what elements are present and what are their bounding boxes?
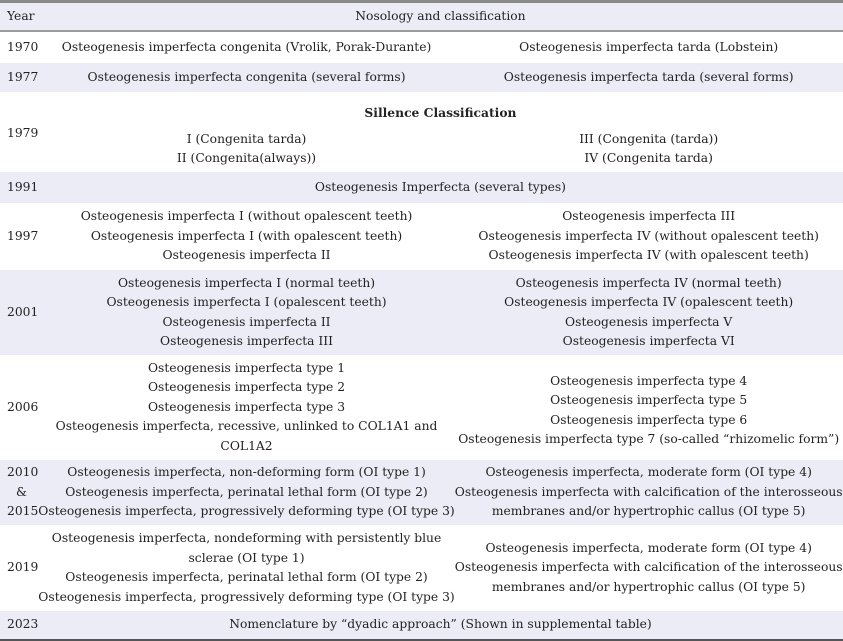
entry: Osteogenesis imperfecta III — [160, 334, 333, 348]
entry: Osteogenesis imperfecta congenita (several forms) — [87, 69, 406, 84]
entry: Osteogenesis imperfecta II — [162, 248, 331, 263]
right-cell — [455, 355, 843, 460]
year-cell — [0, 460, 38, 525]
table-row-sillence-heading — [0, 92, 843, 122]
entry: Osteogenesis imperfecta I (normal teeth) — [117, 275, 376, 290]
entry: I (Congenita tarda) — [186, 131, 307, 146]
table-row-1977 — [0, 63, 843, 92]
entry: Osteogenesis imperfecta I (with opalescent teeth) — [90, 228, 403, 243]
right-cell — [455, 31, 843, 63]
year-line: & — [16, 484, 27, 499]
entry: Osteogenesis imperfecta type 3 — [147, 399, 346, 414]
year-cell: 1977 — [7, 69, 39, 84]
table-row-1991 — [0, 172, 843, 203]
entry: Osteogenesis imperfecta VI — [562, 334, 735, 348]
entry: Osteogenesis imperfecta type 5 — [550, 393, 748, 407]
year-cell: 1991 — [7, 179, 39, 194]
entry: Osteogenesis imperfecta with calcification of the interosseous — [454, 560, 843, 575]
right-cell — [455, 122, 843, 172]
entry: Osteogenesis imperfecta type 1 — [147, 360, 346, 375]
left-cell — [38, 203, 454, 270]
entry: membranes and/or hypertrophic callus (OI type 5) — [491, 504, 806, 519]
year-cell: 2023 — [7, 617, 39, 632]
table-row-2019 — [0, 525, 843, 611]
entry: Osteogenesis imperfecta tarda (several forms) — [503, 69, 794, 84]
entry: Osteogenesis imperfecta V — [565, 314, 733, 329]
table-row-2001 — [0, 270, 843, 355]
entry: Osteogenesis imperfecta, nondeforming with persistently blue — [51, 531, 442, 545]
right-cell — [455, 63, 843, 92]
entry: Osteogenesis imperfecta IV (opalescent teeth) — [504, 295, 794, 309]
entry: Osteogenesis imperfecta type 6 — [550, 412, 748, 427]
entry: Osteogenesis imperfecta IV (with opalescent teeth) — [488, 248, 809, 263]
right-cell — [455, 203, 843, 270]
entry: Osteogenesis imperfecta type 2 — [147, 380, 346, 395]
entry: II (Congenita(always)) — [176, 151, 317, 165]
left-cell — [38, 31, 454, 63]
year-cell-empty — [0, 92, 38, 122]
entry: Osteogenesis imperfecta, non-deforming form (OI type 1) — [67, 465, 426, 480]
entry: COL1A2 — [220, 438, 273, 453]
left-cell — [38, 270, 454, 355]
table-row-1979 — [0, 122, 843, 172]
year-line: 2010 — [7, 465, 39, 480]
year-cell: 1979 — [7, 126, 39, 140]
entry: Osteogenesis imperfecta, perinatal lethal form (OI type 2) — [65, 484, 428, 499]
left-cell — [38, 122, 454, 172]
entry: IV (Congenita tarda) — [584, 151, 713, 165]
year-cell: 1997 — [7, 228, 39, 243]
left-cell — [38, 525, 454, 611]
entry: Osteogenesis imperfecta I (without opalescent teeth) — [80, 209, 413, 224]
entry: Osteogenesis imperfecta III — [562, 209, 736, 224]
header-row — [0, 2, 843, 32]
entry: Osteogenesis imperfecta IV (without opalescent teeth) — [478, 228, 819, 243]
entry: Osteogenesis imperfecta, recessive, unlinked to COL1A1 and — [55, 419, 438, 434]
left-cell — [38, 460, 454, 525]
header-nosology: Nosology and classification — [355, 8, 526, 23]
year-line: 2015 — [7, 504, 39, 519]
entry: Osteogenesis imperfecta type 7 (so-called “rhizomelic form”) — [458, 432, 840, 446]
entry: Osteogenesis imperfecta with calcification of the interosseous — [454, 484, 843, 499]
year-cell: 2019 — [7, 560, 39, 575]
entry: Osteogenesis imperfecta, moderate form (OI type 4) — [485, 465, 812, 480]
entry: membranes and/or hypertrophic callus (OI type 5) — [491, 579, 806, 594]
left-cell — [38, 355, 454, 460]
entry: Osteogenesis imperfecta I (opalescent teeth) — [106, 295, 387, 309]
entry: III (Congenita (tarda)) — [579, 131, 719, 146]
entry: sclerae (OI type 1) — [188, 550, 305, 565]
table-row-2023 — [0, 611, 843, 640]
right-cell — [455, 460, 843, 525]
sillence-subheading: Sillence Classification — [364, 104, 517, 120]
table-row-1997 — [0, 203, 843, 270]
entry: Osteogenesis imperfecta, progressively deforming type (OI type 3) — [38, 504, 455, 519]
entry: Osteogenesis imperfecta congenita (Vrolik, Porak-Durante) — [61, 39, 432, 54]
entry: Osteogenesis imperfecta, progressively deforming type (OI type 3) — [38, 589, 455, 604]
year-cell: 2006 — [7, 399, 39, 414]
year-cell: 2001 — [7, 304, 39, 319]
left-cell — [38, 63, 454, 92]
entry: Osteogenesis imperfecta tarda (Lobstein) — [519, 39, 779, 54]
table-row-2010-2015 — [0, 460, 843, 525]
entry: Osteogenesis imperfecta type 4 — [550, 373, 748, 388]
entry: Osteogenesis imperfecta, perinatal lethal form (OI type 2) — [65, 570, 428, 584]
entry: Osteogenesis imperfecta, moderate form (OI type 4) — [485, 540, 812, 555]
entry: Osteogenesis imperfecta II — [162, 314, 331, 329]
table-row-1970 — [0, 31, 843, 63]
right-cell — [455, 270, 843, 355]
table-row-2006 — [0, 355, 843, 460]
right-cell — [455, 525, 843, 611]
full-cell: Nomenclature by “dyadic approach” (Shown in supplemental table) — [229, 617, 652, 632]
year-cell: 1970 — [7, 39, 39, 54]
entry: Osteogenesis imperfecta IV (normal teeth) — [515, 275, 782, 290]
header-year: Year — [7, 8, 35, 23]
full-cell: Osteogenesis Imperfecta (several types) — [314, 179, 566, 194]
